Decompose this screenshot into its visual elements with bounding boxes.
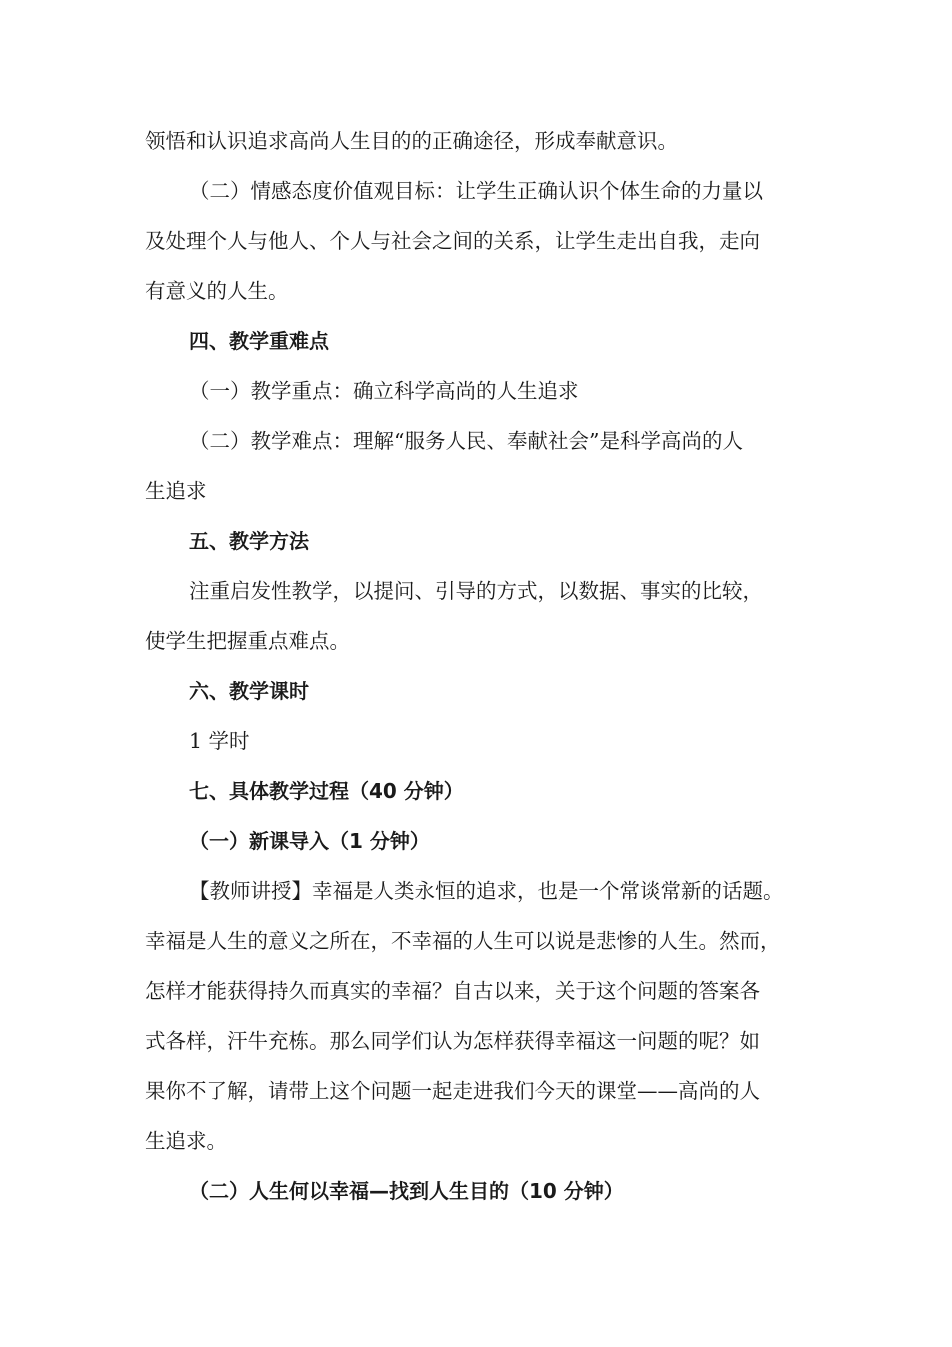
text-line: 幸福是人生的意义之所在，不幸福的人生可以说是悲惨的人生。然而，: [145, 929, 781, 953]
text-line: 注重启发性教学，以提问、引导的方式，以数据、事实的比较，: [189, 579, 763, 603]
text-line: （一）教学重点：确立科学高尚的人生追求: [189, 379, 579, 403]
text-line: 1 学时: [189, 729, 250, 753]
document-body: [145, 116, 810, 1216]
section-heading: 五、教学方法: [189, 529, 309, 553]
text-line: 有意义的人生。: [145, 279, 289, 303]
text-line: 怎样才能获得持久而真实的幸福？自古以来，关于这个问题的答案各: [145, 979, 760, 1003]
text-line: 生追求。: [145, 1129, 227, 1153]
text-line: （二）教学难点：理解“服务人民、奉献社会”是科学高尚的人: [189, 429, 743, 453]
subsection-heading: （一）新课导入（1 分钟）: [189, 829, 430, 853]
text-line: （二）情感态度价值观目标：让学生正确认识个体生命的力量以: [189, 179, 763, 203]
text-line: 果你不了解，请带上这个问题一起走进我们今天的课堂——高尚的人: [145, 1079, 760, 1103]
text-line: 【教师讲授】幸福是人类永恒的追求，也是一个常谈常新的话题。: [189, 879, 784, 903]
text-line: 及处理个人与他人、个人与社会之间的关系，让学生走出自我，走向: [145, 229, 760, 253]
text-line: 式各样，汗牛充栋。那么同学们认为怎样获得幸福这一问题的呢？如: [145, 1029, 760, 1053]
text-line: 领悟和认识追求高尚人生目的的正确途径，形成奉献意识。: [145, 129, 678, 153]
section-heading: 六、教学课时: [189, 679, 309, 703]
section-heading: 四、教学重难点: [189, 329, 329, 353]
subsection-heading: （二）人生何以幸福—找到人生目的（10 分钟）: [189, 1179, 624, 1203]
text-line: 生追求: [145, 479, 207, 503]
section-heading: 七、具体教学过程（40 分钟）: [189, 779, 464, 803]
text-line: 使学生把握重点难点。: [145, 629, 350, 653]
